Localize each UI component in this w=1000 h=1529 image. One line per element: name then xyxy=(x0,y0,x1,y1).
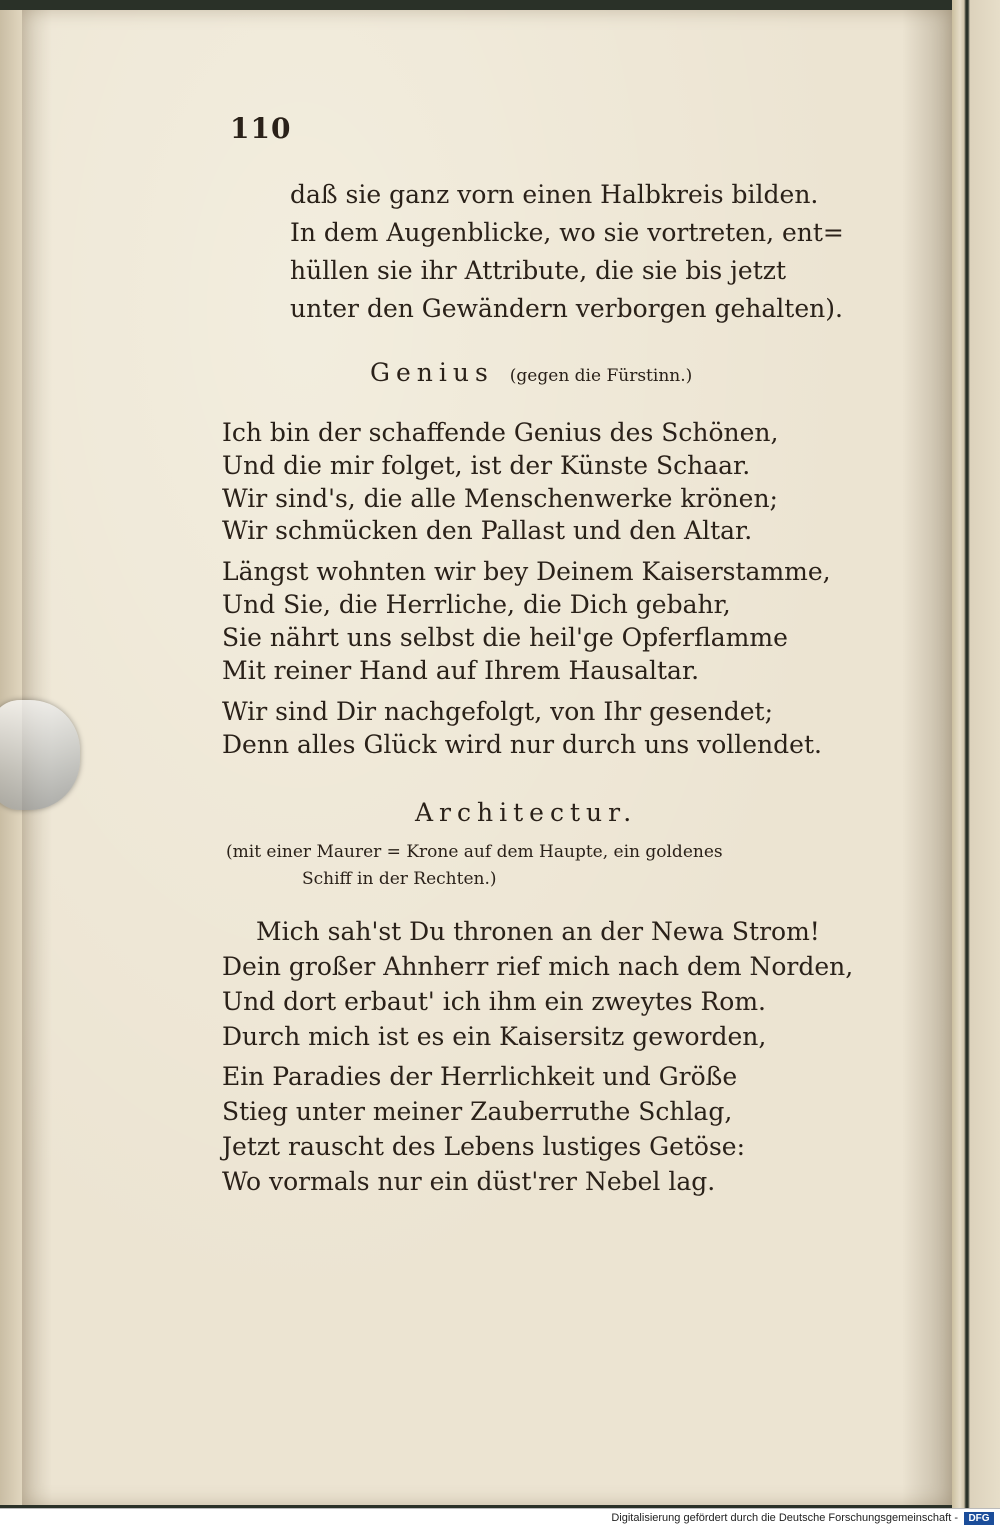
verse-line: Mit reiner Hand auf Ihrem Hausaltar. xyxy=(222,656,700,685)
prose-line: unter den Gewändern verborgen gehalten). xyxy=(290,294,843,323)
verse-line: Längst wohnten wir bey Deinem Kaiserstamme, xyxy=(222,557,831,586)
stage-direction: (mit einer Maurer = Krone auf dem Haupte, ein goldenes xyxy=(226,842,723,862)
page-number: 110 xyxy=(230,112,292,145)
footer-credit: Digitalisierung gefördert durch die Deutsche Forschungsgemeinschaft - xyxy=(611,1512,958,1524)
page-right-edge xyxy=(952,0,1000,1508)
prose-line: In dem Augenblicke, wo sie vortreten, ent= xyxy=(290,218,844,247)
verse-line: Wir sind Dir nachgefolgt, von Ihr gesendet; xyxy=(222,697,774,726)
verse-line: Wir schmücken den Pallast und den Altar. xyxy=(222,516,753,545)
verse-line: Stieg unter meiner Zauberruthe Schlag, xyxy=(222,1097,733,1126)
verse-line: Ich bin der schaffende Genius des Schönen, xyxy=(222,418,779,447)
verse-line: Ein Paradies der Herrlichkeit und Größe xyxy=(222,1062,738,1091)
genius-direction: (gegen die Fürstinn.) xyxy=(509,366,693,386)
verse-line: Mich sah'st Du thronen an der Newa Strom! xyxy=(256,917,820,946)
verse-line: Sie nährt uns selbst die heil'ge Opferflamme xyxy=(222,623,788,652)
prose-line: hüllen sie ihr Attribute, die sie bis jetzt xyxy=(290,256,786,285)
verse-line: Und die mir folget, ist der Künste Schaar. xyxy=(222,451,751,480)
genius-heading xyxy=(370,358,692,387)
stage-direction: Schiff in der Rechten.) xyxy=(302,869,497,889)
genius-speaker: Genius xyxy=(370,358,494,387)
verse-line: Durch mich ist es ein Kaisersitz geworden, xyxy=(222,1022,767,1051)
verse-line: Dein großer Ahnherr rief mich nach dem Norden, xyxy=(222,952,854,981)
dfg-logo: DFG xyxy=(964,1512,994,1525)
verse-line: Und dort erbaut' ich ihm ein zweytes Rom. xyxy=(222,987,767,1016)
verse-line: Und Sie, die Herrliche, die Dich gebahr, xyxy=(222,590,731,619)
prose-line: daß sie ganz vorn einen Halbkreis bilden. xyxy=(290,180,819,209)
footer-bar xyxy=(0,1508,1000,1529)
verse-line: Jetzt rauscht des Lebens lustiges Getöse: xyxy=(222,1132,746,1161)
verse-line: Wo vormals nur ein düst'rer Nebel lag. xyxy=(222,1167,716,1196)
verse-line: Denn alles Glück wird nur durch uns vollendet. xyxy=(222,730,822,759)
architectur-heading: Architectur. xyxy=(415,798,638,827)
verse-line: Wir sind's, die alle Menschenwerke krönen; xyxy=(222,484,778,513)
